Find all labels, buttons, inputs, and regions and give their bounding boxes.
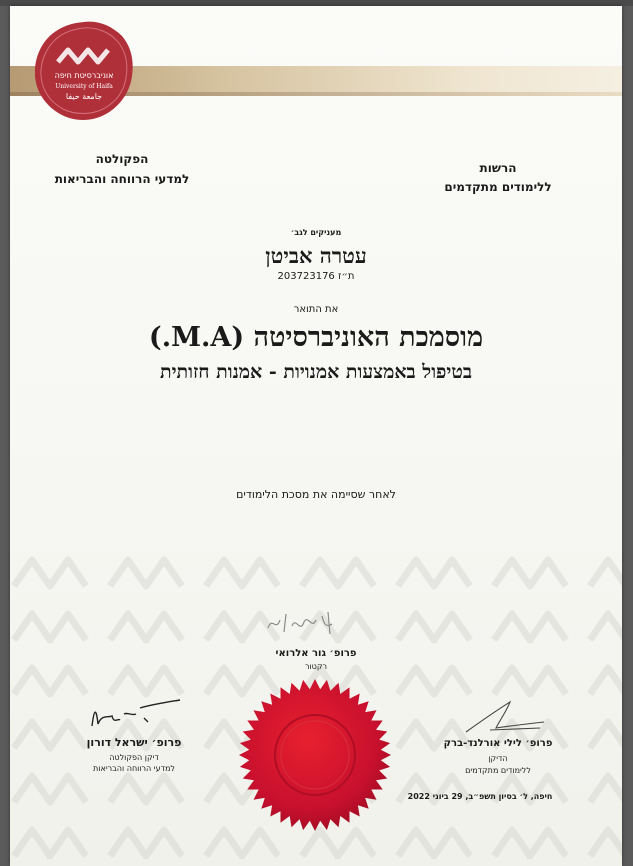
dean-graduate-signature [460, 698, 550, 738]
authority-heading-line1: הרשות [479, 161, 517, 175]
dean-faculty-title2: למדעי הרווחה והבריאות [93, 764, 175, 773]
logo-text-hebrew: אוניברסיטת חיפה [54, 71, 114, 80]
university-logo-seal [32, 18, 136, 122]
dean-graduate-title1: הדיקן [488, 754, 508, 763]
dean-graduate-name: פרופ׳ לילי אורלנד-ברק [443, 738, 553, 749]
diploma-paper [10, 6, 622, 866]
recipient-intro: מעניקים לגב׳ [290, 228, 342, 237]
authority-heading-line2: ללימודים מתקדמים [444, 180, 552, 194]
dean-faculty-title1: דיקן הפקולטה [109, 753, 159, 762]
dean-faculty-name: פרופ׳ ישראל דורון [86, 736, 182, 749]
faculty-heading-line1: הפקולטה [95, 152, 149, 166]
rector-signature [262, 606, 342, 640]
degree-field: בטיפול באמצעות אמנויות - אמנות חזותית [159, 361, 473, 383]
recipient-name: עטרה אביטן [265, 243, 367, 268]
rector-title: רקטור [304, 662, 328, 671]
logo-text-arabic: جامعة حيفا [65, 92, 103, 101]
dean-graduate-title2: ללימודים מתקדמים [465, 766, 531, 775]
completion-statement: לאחר שסיימה את מסכת הלימודים [236, 488, 396, 501]
red-seal [236, 676, 394, 834]
rector-name: פרופ׳ גור אלרואי [275, 648, 357, 659]
degree-title: מוסמכת האוניברסיטה (M.A.) [148, 322, 484, 353]
dean-faculty-signature [84, 696, 184, 736]
logo-text-english: University of Haifa [55, 83, 113, 90]
faculty-heading-line2: למדעי הרווחה והבריאות [54, 172, 190, 186]
degree-intro: את התואר [293, 304, 339, 315]
issue-date: חיפה, ל׳ בסיון תשפ״ב, 29 ביוני 2022 [407, 792, 553, 801]
recipient-id: ת״ז 203723176 [277, 271, 355, 282]
